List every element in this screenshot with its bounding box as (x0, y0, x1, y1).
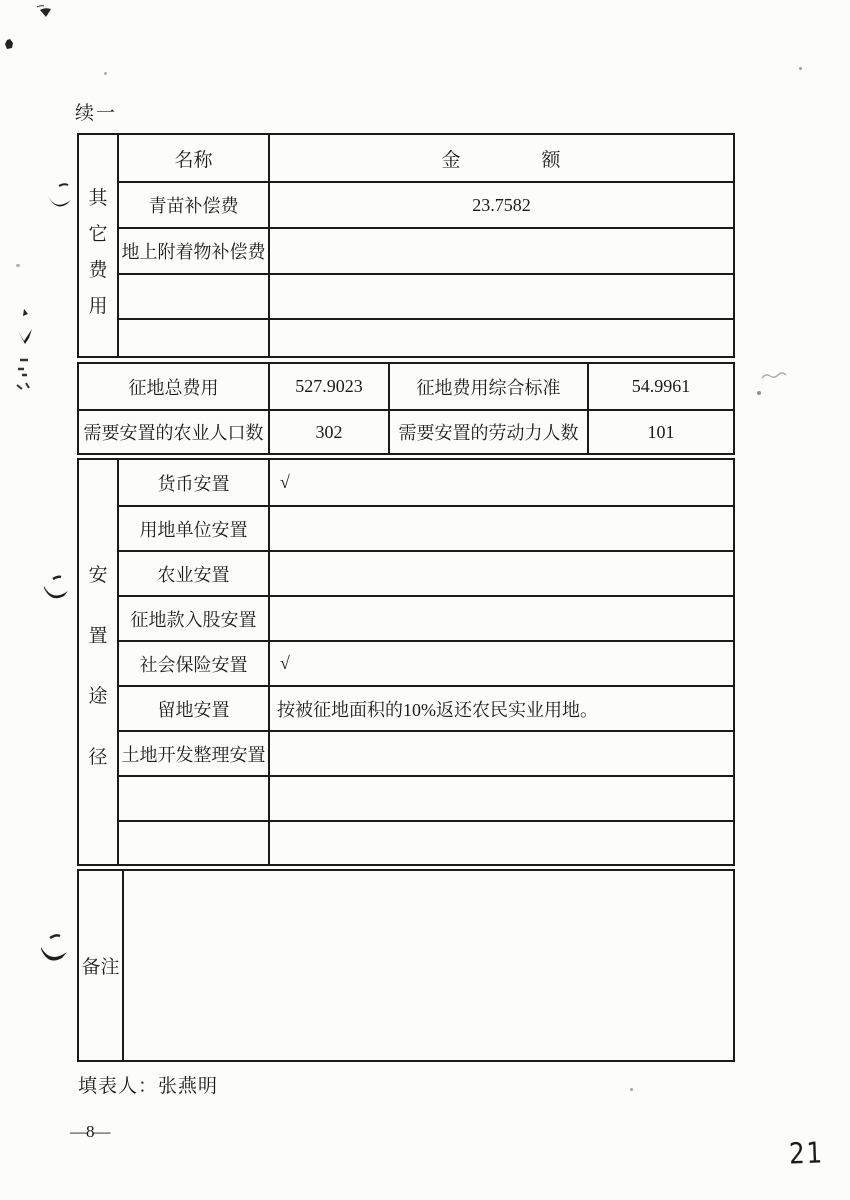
fee-name (119, 318, 270, 356)
other-fees-section-title (79, 135, 119, 356)
handwritten-page-number: 21 (788, 1135, 825, 1171)
title-char: 其 (88, 188, 108, 209)
summary-label: 征地费用综合标准 (390, 364, 589, 409)
summary-table (77, 362, 735, 455)
title-char: 途 (88, 686, 108, 708)
summary-value: 527.9023 (270, 364, 390, 409)
ink-curl-mark-icon (42, 572, 72, 606)
title-char: 用 (88, 296, 108, 317)
scan-speck (757, 391, 761, 395)
method-value (270, 505, 733, 550)
continuation-label: 续一 (75, 103, 118, 124)
fee-amount (270, 273, 733, 318)
resettlement-title-vertical (79, 560, 117, 769)
method-name: 社会保险安置 (119, 640, 270, 685)
summary-value: 101 (589, 409, 733, 453)
summary-label: 需要安置的农业人口数 (79, 409, 270, 453)
method-name (119, 775, 270, 820)
resettlement-section-title (79, 460, 119, 864)
method-value (270, 595, 733, 640)
other-fees-table (77, 133, 735, 358)
resettlement-table (77, 458, 735, 866)
method-name: 农业安置 (119, 550, 270, 595)
ink-curl-mark-icon (38, 932, 70, 968)
title-char: 径 (88, 746, 108, 768)
fee-name: 地上附着物补偿费 (119, 227, 270, 273)
method-value: √ (270, 640, 733, 685)
fee-amount (270, 227, 733, 273)
scan-speck (630, 1088, 633, 1091)
method-name: 征地款入股安置 (119, 595, 270, 640)
method-value (270, 550, 733, 595)
pencil-squiggle-icon (760, 368, 792, 384)
method-value: √ (280, 472, 290, 492)
header-amount: 金 额 (441, 149, 562, 171)
ink-blob-icon (3, 38, 17, 52)
scan-speck (16, 264, 20, 267)
summary-label: 需要安置的劳动力人数 (390, 409, 589, 453)
method-name (119, 820, 270, 864)
method-name: 土地开发整理安置 (119, 730, 270, 775)
ink-curl-mark-icon (45, 182, 75, 214)
title-char: 费 (88, 260, 108, 281)
title-char: 它 (88, 224, 108, 245)
remarks-content (124, 871, 733, 1060)
summary-value: 302 (270, 409, 390, 453)
page-number: —8— (70, 1122, 110, 1141)
fee-name (119, 273, 270, 318)
remarks-table (77, 869, 735, 1062)
summary-label: 征地总费用 (79, 364, 270, 409)
method-value (270, 730, 733, 775)
method-value: 按被征地面积的10%返还农民实业用地。 (270, 685, 733, 730)
title-char: 安 (88, 565, 108, 586)
ink-arrow-mark-icon (36, 5, 58, 23)
fee-amount (270, 318, 733, 356)
scan-speck (104, 72, 107, 75)
fee-amount: 23.7582 (270, 181, 733, 227)
header-name: 名称 (119, 135, 270, 181)
summary-value: 54.9961 (631, 376, 691, 396)
scan-speck (799, 67, 802, 70)
method-name: 用地单位安置 (119, 505, 270, 550)
other-fees-title-vertical (79, 183, 117, 318)
title-char: 置 (88, 625, 108, 647)
remarks-label: 备注 (79, 871, 124, 1060)
method-name: 货币安置 (119, 460, 270, 505)
fee-name: 青苗补偿费 (119, 181, 270, 227)
method-name: 留地安置 (119, 685, 270, 730)
form-filler-line: 填表人：张燕明 (78, 1076, 219, 1097)
ink-specks-icon (12, 305, 38, 395)
method-value (270, 820, 733, 864)
method-value (270, 775, 733, 820)
